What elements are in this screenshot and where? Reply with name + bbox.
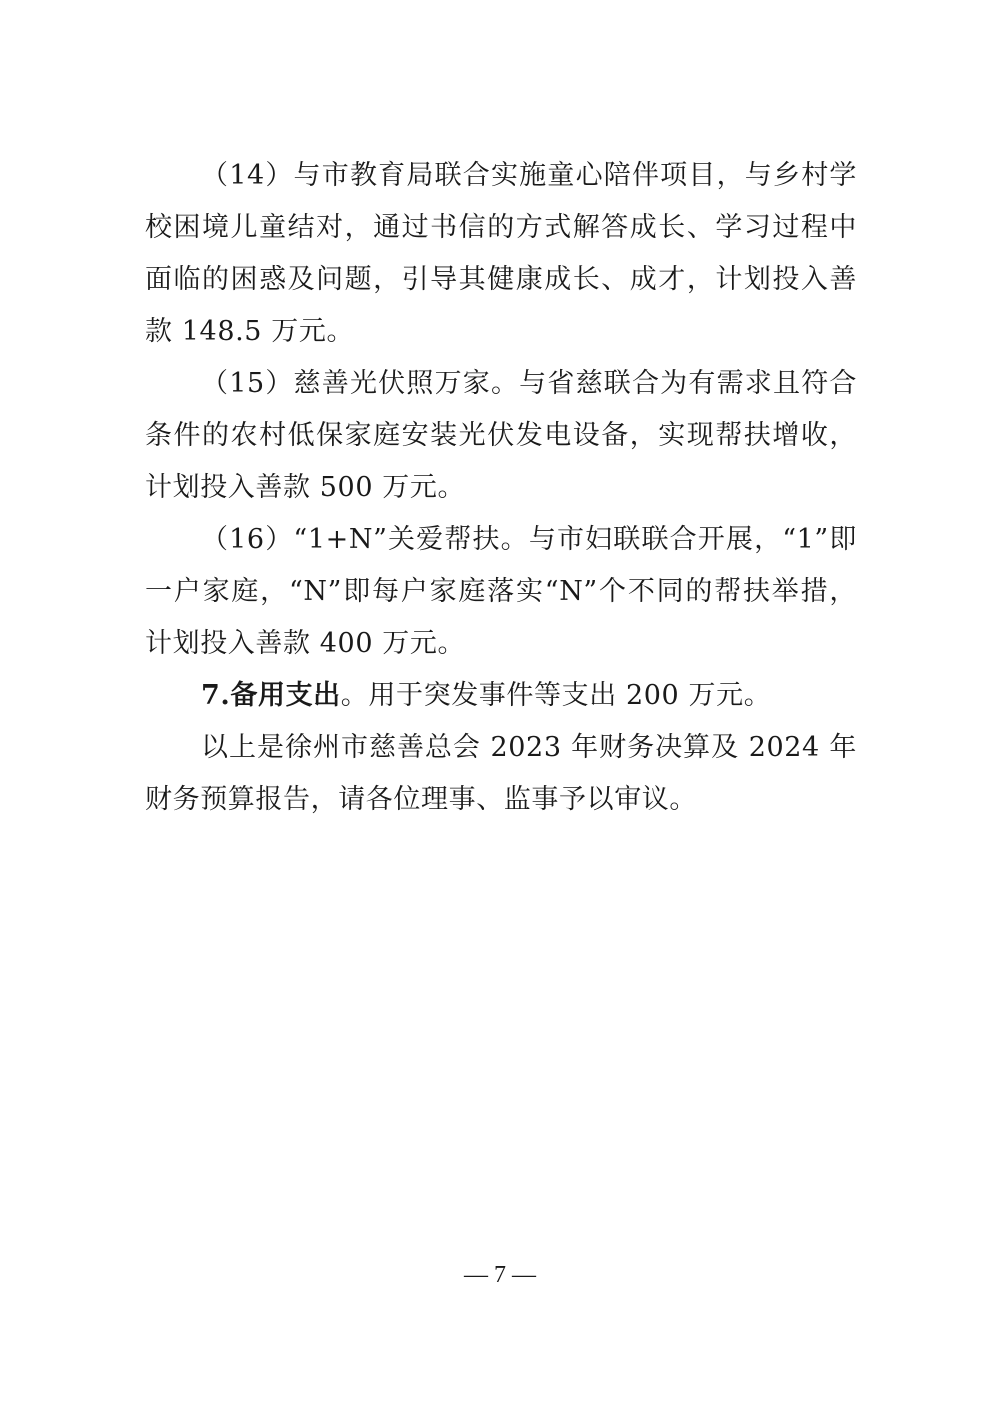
page-number: — 7 — [464, 1262, 536, 1288]
paragraph-reserve-expense [145, 670, 857, 722]
document-body [145, 150, 857, 826]
paragraph-item-15: （15）慈善光伏照万家。与省慈联合为有需求且符合条件的农村低保家庭安装光伏发电设备，实现帮扶增收，计划投入善款 500 万元。 [145, 368, 857, 503]
paragraph-item-16: （16）“1+N”关爱帮扶。与市妇联联合开展，“1”即一户家庭，“N”即每户家庭落实“N”个不同的帮扶举措，计划投入善款 400 万元。 [145, 524, 857, 659]
paragraph-conclusion: 以上是徐州市慈善总会 2023 年财务决算及 2024 年财务预算报告，请各位理事、监事予以审议。 [145, 732, 857, 815]
section-heading-reserve-expense: 7.备用支出 [201, 680, 341, 711]
reserve-expense-text: 。用于突发事件等支出 200 万元。 [340, 680, 772, 711]
paragraph-item-14: （14）与市教育局联合实施童心陪伴项目，与乡村学校困境儿童结对，通过书信的方式解答成长、学习过程中面临的困惑及问题，引导其健康成长、成才，计划投入善款 148.5 万元。 [145, 160, 857, 347]
